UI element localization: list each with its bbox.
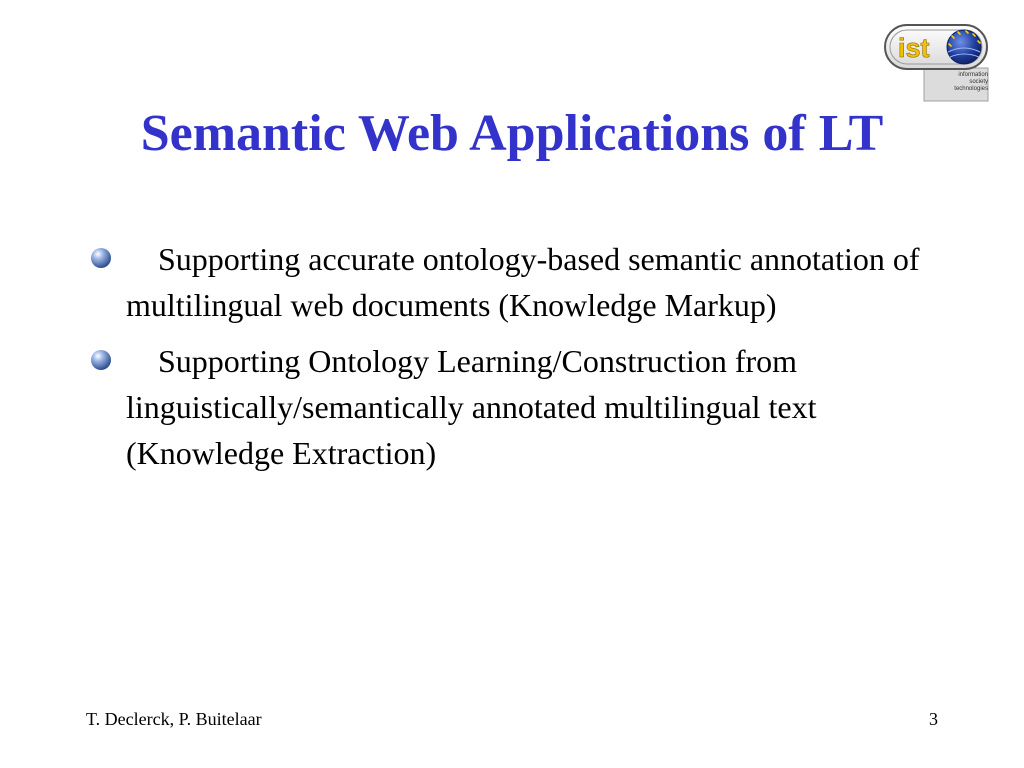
bullet-item <box>126 236 926 328</box>
svg-text:ist: ist <box>898 33 930 63</box>
footer-authors: T. Declerck, P. Buitelaar <box>86 709 262 729</box>
page-number: 3 <box>929 709 938 729</box>
ist-logo <box>884 22 990 104</box>
logo-subtext <box>924 72 988 93</box>
blue-sphere-bullet-icon <box>89 246 113 270</box>
logo-subtext-line: technologies <box>954 86 988 92</box>
bullet-list <box>126 236 926 486</box>
bullet-text: Supporting accurate ontology-based semantic annotation of multilingual web documents (Knowledge Markup) <box>126 241 920 323</box>
logo-subtext-line: information <box>958 72 988 78</box>
slide-title: Semantic Web Applications of LT <box>140 105 884 162</box>
bullet-text: Supporting Ontology Learning/Construction from linguistically/semantically annotated multilingual text (Knowledge Extraction) <box>126 343 817 471</box>
logo-subtext-line: society <box>969 79 988 85</box>
bullet-item <box>126 338 926 476</box>
blue-sphere-bullet-icon <box>89 348 113 372</box>
